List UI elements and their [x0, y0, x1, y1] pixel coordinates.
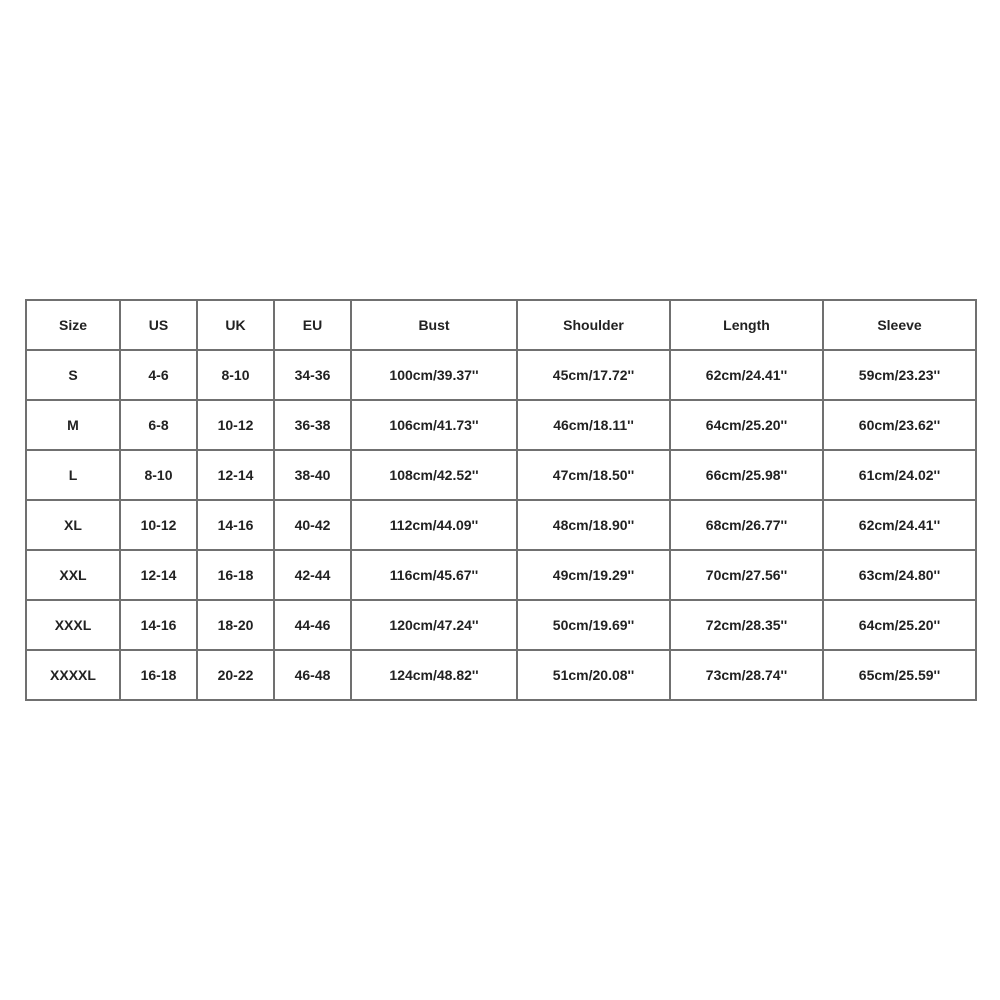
cell-uk: 10-12: [197, 400, 274, 450]
cell-eu: 46-48: [274, 650, 351, 700]
header-us: US: [120, 300, 197, 350]
cell-length: 70cm/27.56'': [670, 550, 823, 600]
table-row: [26, 350, 976, 400]
cell-size: XXXL: [26, 600, 120, 650]
cell-eu: 42-44: [274, 550, 351, 600]
cell-shoulder: 45cm/17.72'': [517, 350, 670, 400]
cell-shoulder: 49cm/19.29'': [517, 550, 670, 600]
cell-us: 6-8: [120, 400, 197, 450]
cell-uk: 14-16: [197, 500, 274, 550]
cell-length: 62cm/24.41'': [670, 350, 823, 400]
cell-uk: 16-18: [197, 550, 274, 600]
cell-bust: 116cm/45.67'': [351, 550, 517, 600]
cell-sleeve: 60cm/23.62'': [823, 400, 976, 450]
cell-us: 8-10: [120, 450, 197, 500]
header-shoulder: Shoulder: [517, 300, 670, 350]
cell-bust: 108cm/42.52'': [351, 450, 517, 500]
table-row: [26, 650, 976, 700]
cell-eu: 36-38: [274, 400, 351, 450]
cell-bust: 106cm/41.73'': [351, 400, 517, 450]
cell-us: 10-12: [120, 500, 197, 550]
cell-uk: 18-20: [197, 600, 274, 650]
cell-size: S: [26, 350, 120, 400]
table-row: [26, 400, 976, 450]
table-header-row: [26, 300, 976, 350]
cell-sleeve: 65cm/25.59'': [823, 650, 976, 700]
table-row: [26, 500, 976, 550]
header-sleeve: Sleeve: [823, 300, 976, 350]
cell-length: 72cm/28.35'': [670, 600, 823, 650]
cell-size: M: [26, 400, 120, 450]
table-row: [26, 600, 976, 650]
cell-length: 73cm/28.74'': [670, 650, 823, 700]
header-size: Size: [26, 300, 120, 350]
cell-sleeve: 61cm/24.02'': [823, 450, 976, 500]
cell-shoulder: 46cm/18.11'': [517, 400, 670, 450]
cell-size: L: [26, 450, 120, 500]
cell-length: 68cm/26.77'': [670, 500, 823, 550]
cell-sleeve: 64cm/25.20'': [823, 600, 976, 650]
cell-shoulder: 50cm/19.69'': [517, 600, 670, 650]
cell-us: 4-6: [120, 350, 197, 400]
cell-size: XXXXL: [26, 650, 120, 700]
cell-bust: 100cm/39.37'': [351, 350, 517, 400]
cell-bust: 120cm/47.24'': [351, 600, 517, 650]
cell-length: 64cm/25.20'': [670, 400, 823, 450]
cell-sleeve: 59cm/23.23'': [823, 350, 976, 400]
cell-shoulder: 48cm/18.90'': [517, 500, 670, 550]
header-uk: UK: [197, 300, 274, 350]
cell-eu: 34-36: [274, 350, 351, 400]
header-bust: Bust: [351, 300, 517, 350]
size-chart-table: [25, 299, 977, 701]
cell-bust: 124cm/48.82'': [351, 650, 517, 700]
cell-size: XXL: [26, 550, 120, 600]
cell-uk: 8-10: [197, 350, 274, 400]
header-length: Length: [670, 300, 823, 350]
cell-uk: 20-22: [197, 650, 274, 700]
table-row: [26, 450, 976, 500]
table-row: [26, 550, 976, 600]
cell-sleeve: 62cm/24.41'': [823, 500, 976, 550]
cell-sleeve: 63cm/24.80'': [823, 550, 976, 600]
header-eu: EU: [274, 300, 351, 350]
cell-us: 16-18: [120, 650, 197, 700]
cell-shoulder: 47cm/18.50'': [517, 450, 670, 500]
cell-us: 14-16: [120, 600, 197, 650]
cell-uk: 12-14: [197, 450, 274, 500]
cell-size: XL: [26, 500, 120, 550]
cell-us: 12-14: [120, 550, 197, 600]
cell-eu: 40-42: [274, 500, 351, 550]
cell-eu: 38-40: [274, 450, 351, 500]
cell-length: 66cm/25.98'': [670, 450, 823, 500]
cell-eu: 44-46: [274, 600, 351, 650]
cell-shoulder: 51cm/20.08'': [517, 650, 670, 700]
cell-bust: 112cm/44.09'': [351, 500, 517, 550]
